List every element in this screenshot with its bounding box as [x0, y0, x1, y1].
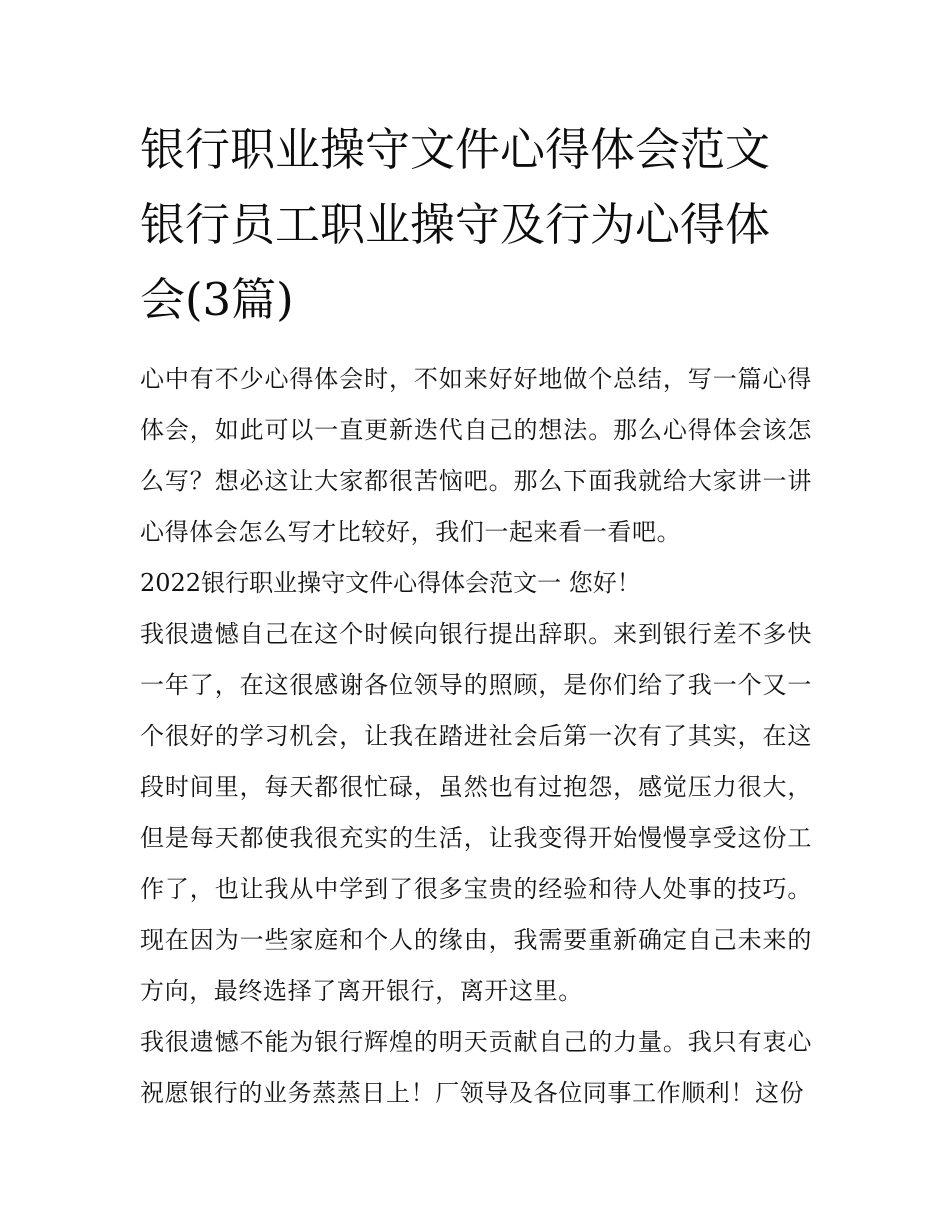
section-heading-paragraph: 2022银行职业操守文件心得体会范文一 您好！ — [140, 569, 641, 597]
document-title: 银行职业操守文件心得体会范文 银行员工职业操守及行为心得体会(3篇) — [140, 123, 771, 326]
intro-paragraph: 心中有不少心得体会时，不如来好好地做个总结，写一篇心得体会，如此可以一直更新迭代自己的想法。那么心得体会该怎么写？想必这让大家都很苦恼吧。那么下面我就给大家讲一讲心得体会怎么写才比较好，我们一起来看一看吧。 — [140, 365, 812, 546]
document-body — [140, 354, 812, 1119]
body-paragraph: 我很遗憾不能为银行辉煌的明天贡献自己的力量。我只有衷心祝愿银行的业务蒸蒸日上！厂领导及各位同事工作顺利！这份 — [140, 1028, 812, 1107]
document-page — [140, 112, 812, 1119]
body-paragraph: 我很遗憾自己在这个时候向银行提出辞职。来到银行差不多快一年了，在这很感谢各位领导的照顾，是你们给了我一个又一个很好的学习机会，让我在踏进社会后第一次有了其实，在这段时间里，每天都很忙碌，虽然也有过抱怨，感觉压力很大，但是每天都使我很充实的生活，让我变得开始慢慢享受这份工作了，也让我从中学到了很多宝贵的经验和待人处事的技巧。现在因为一些家庭和个人的缘由，我需要重新确定自己未来的方向，最终选择了离开银行，离开这里。 — [140, 620, 812, 1005]
